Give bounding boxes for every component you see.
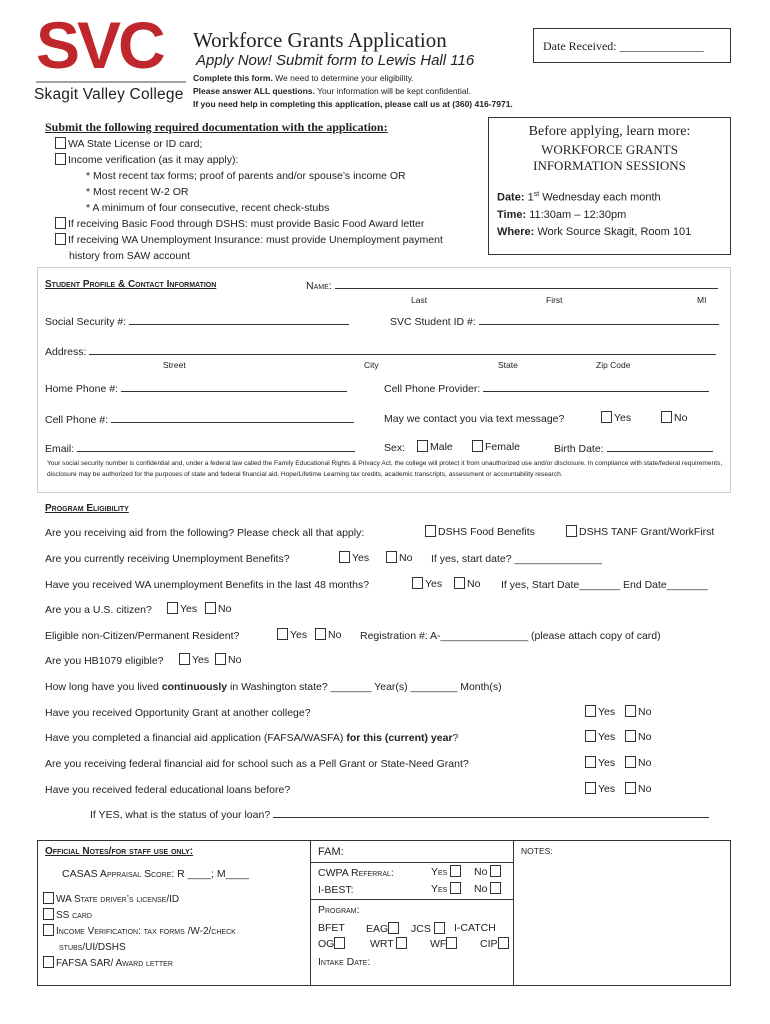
q10-no-checkbox[interactable]: No [625, 756, 651, 769]
program-eag[interactable]: EAG [366, 922, 401, 935]
q11-no-checkbox[interactable]: No [625, 782, 651, 795]
intake-date-label[interactable]: Intake Date: [318, 956, 371, 968]
text-consent: May we contact you via text message? [384, 413, 565, 425]
q-aid: Are you receiving aid from the following? Please check all that apply: [45, 527, 365, 539]
date-received-label: Date Received: ______________ [543, 39, 704, 53]
q5-yes-checkbox[interactable]: Yes [277, 628, 307, 641]
q2-no-checkbox[interactable]: No [386, 551, 412, 564]
svg-text:SVC: SVC [36, 8, 163, 82]
q9-yes-checkbox[interactable]: Yes [585, 730, 615, 743]
info-intro: Before applying, learn more: [528, 124, 691, 139]
info-title-2: INFORMATION SESSIONS [533, 158, 686, 173]
office-heading: Official Notes/for staff use only: [45, 846, 194, 857]
info-sessions-box [488, 117, 731, 255]
profile-heading: Student Profile & Contact Information [45, 279, 217, 290]
q8-no-checkbox[interactable]: No [625, 705, 651, 718]
q-unemployment: Are you currently receiving Unemployment Benefits? [45, 553, 290, 565]
q6-no-checkbox[interactable]: No [215, 653, 241, 666]
checkbox[interactable] [55, 153, 66, 165]
instructions [193, 72, 513, 111]
q6-yes-checkbox[interactable]: Yes [179, 653, 209, 666]
info-time: Time: 11:30am – 12:30pm [497, 208, 627, 221]
q-federal-aid: Are you receiving federal financial aid for school such as a Pell Grant or State-Need Grant? [45, 758, 469, 770]
program-cip[interactable]: CIP [480, 937, 511, 950]
dshs-food-checkbox[interactable]: DSHS Food Benefits [425, 525, 535, 538]
ibest-yes[interactable]: Yes [431, 882, 463, 895]
q4-yes-checkbox[interactable]: Yes [167, 602, 197, 615]
q4-no-checkbox[interactable]: No [205, 602, 231, 615]
q2-start-date[interactable]: If yes, start date? _______________ [431, 553, 603, 565]
q-loans: Have you received federal educational loans before? [45, 784, 291, 796]
q-non-citizen: Eligible non-Citizen/Permanent Resident? [45, 630, 240, 642]
address-field[interactable]: Address: [45, 345, 716, 358]
fam-label[interactable]: FAM: [318, 846, 344, 858]
cwpa-no[interactable]: No [474, 865, 503, 878]
q8-yes-checkbox[interactable]: Yes [585, 705, 615, 718]
program-wf[interactable]: WF [430, 937, 459, 950]
ibest-label: I-BEST: [318, 884, 354, 896]
info-date: Date: 1st Wednesday each month [497, 191, 661, 204]
text-no-checkbox[interactable]: No [661, 411, 687, 424]
cwpa-yes[interactable]: Yes [431, 865, 463, 878]
dshs-tanf-checkbox[interactable]: DSHS TANF Grant/WorkFirst [566, 525, 714, 538]
q-opportunity-grant: Have you received Opportunity Grant at another college? [45, 707, 311, 719]
mi-label: MI [697, 295, 707, 305]
state-label: State [498, 360, 518, 370]
name-field[interactable]: Name: [306, 279, 718, 292]
female-checkbox[interactable]: Female [472, 440, 520, 453]
male-checkbox[interactable]: Male [417, 440, 453, 453]
q3-yes-checkbox[interactable]: Yes [412, 577, 442, 590]
program-og[interactable]: OG [318, 937, 347, 950]
date-received-box [533, 28, 731, 63]
docs-list: WA State License or ID card; Income verification (as it may apply): * Most recent tax forms; proof of parents and/or spouse’s income OR * Most recent W-2 OR * A minimum of four consecutive, recent check-stubs If receiving Basic Food through DSHS: must provide Basic Food Award letter If receiving WA Unemployment Insurance: must provide Unemployment payment history from SAW account [55, 136, 443, 264]
q-loan-status[interactable]: If YES, what is the status of your loan? [90, 808, 709, 821]
email-field[interactable]: Email: [45, 442, 355, 455]
checkbox[interactable] [55, 233, 66, 245]
cell-provider-field[interactable]: Cell Phone Provider: [384, 382, 709, 395]
check-license[interactable]: WA State driver’s license/ID [43, 892, 236, 908]
q-fafsa: Have you completed a financial aid application (FAFSA/WASFA) for this (current) year? [45, 732, 459, 744]
instruction-2: Please answer ALL questions. Your information will be kept confidential. [193, 86, 471, 96]
program-icatch[interactable]: I-CATCH [454, 922, 496, 934]
svc-logo [36, 6, 186, 86]
checkbox[interactable] [55, 137, 66, 149]
info-title-1: WORKFORCE GRANTS [541, 142, 678, 157]
check-income[interactable]: Income Verification: tax forms /W-2/check [43, 924, 236, 940]
q3-no-checkbox[interactable]: No [454, 577, 480, 590]
q-citizen: Are you a U.S. citizen? [45, 604, 152, 616]
student-id-field[interactable]: SVC Student ID #: [390, 315, 719, 328]
ibest-no[interactable]: No [474, 882, 503, 895]
docs-heading: Submit the following required documentation with the application: [45, 120, 388, 134]
q5-no-checkbox[interactable]: No [315, 628, 341, 641]
zip-label: Zip Code [596, 360, 631, 370]
office-divider-2 [513, 840, 514, 986]
q3-dates[interactable]: If yes, Start Date_______ End Date_______ [501, 579, 708, 591]
notes-label[interactable]: NOTES: [521, 846, 553, 856]
street-label: Street [163, 360, 186, 370]
eligibility-heading: Program Eligibility [45, 503, 129, 514]
q5-registration[interactable]: Registration #: A-_______________ (please attach copy of card) [360, 630, 661, 642]
q-hb1079: Are you HB1079 eligible? [45, 655, 164, 667]
checkbox[interactable] [55, 217, 66, 229]
q-residency[interactable]: How long have you lived continuously in Washington state? _______ Year(s) ________ Month(s) [45, 681, 502, 693]
instruction-1: Complete this form. We need to determine your eligibility. [193, 73, 414, 83]
office-divider-4 [310, 899, 513, 900]
cell-phone-field[interactable]: Cell Phone #: [45, 413, 354, 426]
privacy-notice: Your social security number is confidential and, under a federal law called the Family Educational Rights & Privacy Act, the college will protect it from unauthorized use and/or disclosure. In compliance with state/federal requirements, disclosure may be authorized for the purposes of state and federal financial aid, Hope/Lifetime Learning tax credits, academic transcripts, assessment or accountability research. [47, 460, 723, 478]
office-checklist [43, 892, 236, 972]
college-name: Skagit Valley College [34, 86, 184, 103]
q-wa-unemployment: Have you received WA unemployment Benefits in the last 48 months? [45, 579, 370, 591]
sex-label: Sex: [384, 442, 406, 454]
ssn-field[interactable]: Social Security #: [45, 315, 349, 328]
page-subtitle: Apply Now! Submit form to Lewis Hall 116 [196, 52, 475, 69]
info-where: Where: Work Source Skagit, Room 101 [497, 225, 692, 238]
q9-no-checkbox[interactable]: No [625, 730, 651, 743]
first-label: First [546, 295, 563, 305]
check-ss[interactable]: SS card [43, 908, 236, 924]
q2-yes-checkbox[interactable]: Yes [339, 551, 369, 564]
birth-date-field[interactable]: Birth Date: [554, 442, 713, 455]
program-wrt[interactable]: WRT [370, 937, 409, 950]
check-income-cont: stubs/UI/DSHS [59, 942, 126, 953]
program-bfet[interactable]: BFET [318, 922, 345, 934]
text-yes-checkbox[interactable]: Yes [601, 411, 631, 424]
program-jcs[interactable]: JCS [411, 922, 447, 935]
city-label: City [364, 360, 379, 370]
cwpa-label: CWPA Referral: [318, 867, 394, 879]
q10-yes-checkbox[interactable]: Yes [585, 756, 615, 769]
q11-yes-checkbox[interactable]: Yes [585, 782, 615, 795]
page-title: Workforce Grants Application [193, 28, 447, 52]
last-label: Last [411, 295, 428, 305]
check-fafsa[interactable]: FAFSA SAR/ Award letter [43, 956, 236, 972]
instruction-3: If you need help in completing this application, please call us at (360) 416-7971. [193, 99, 513, 109]
office-divider-3 [310, 862, 513, 863]
home-phone-field[interactable]: Home Phone #: [45, 382, 347, 395]
casas-score[interactable]: CASAS Appraisal Score: R ____; M____ [62, 868, 249, 880]
program-label: Program: [318, 904, 360, 916]
